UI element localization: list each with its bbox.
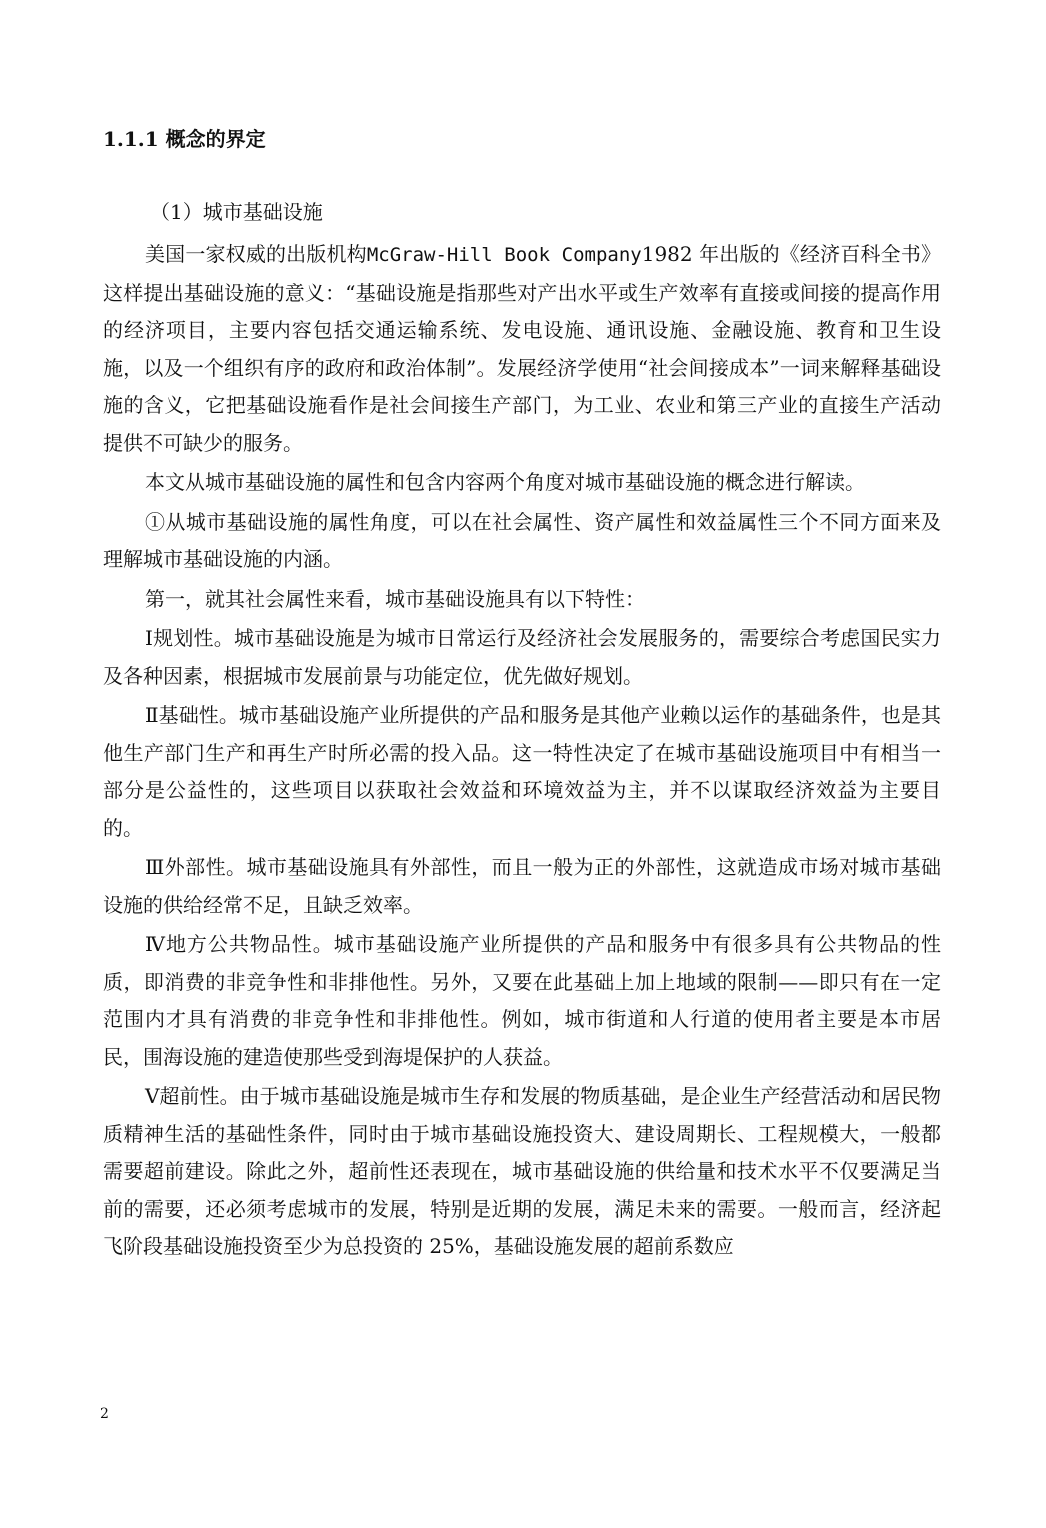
paragraph-approach: 本文从城市基础设施的属性和包含内容两个角度对城市基础设施的概念进行解读。 — [145, 470, 865, 494]
subsection-heading: （1）城市基础设施 — [150, 200, 323, 224]
page-number: 2 — [100, 1406, 109, 1422]
paragraph-foundational: Ⅱ基础性。城市基础设施产业所提供的产品和服务是其他产业赖以运作的基础条件，也是其他生产部门生产和再生产时所必需的投入品。这一特性决定了在城市基础设施项目中有相当一部分是公益性的，这些项目以获取社会效益和环境效益为主，并不以谋取经济效益为主要目的。 — [103, 703, 941, 840]
publisher-name: McGraw-Hill Book Company — [366, 244, 642, 266]
paragraph-encyclopedia-definition — [103, 236, 941, 462]
paragraph-planning: Ⅰ规划性。城市基础设施是为城市日常运行及经济社会发展服务的，需要综合考虑国民实力及各种因素，根据城市发展前景与功能定位，优先做好规划。 — [103, 626, 941, 688]
paragraph-text: 美国一家权威的出版机构 — [145, 242, 367, 266]
paragraph-attribute-angle: ①从城市基础设施的属性角度，可以在社会属性、资产属性和效益属性三个不同方面来及理解城市基础设施的内涵。 — [103, 509, 941, 571]
paragraph-text: 1982 年出版的《经济百科全书》这样提出基础设施的意义：“基础设施是指那些对产出水平或生产效率有直接或间接的提高作用的经济项目，主要内容包括交通运输系统、发电设施、通讯设施、金融设施、教育和卫生设施，以及一个组织有序的政府和政治体制”。发展经济学使用“社会间接成本”一词来解释基础设施的含义，它把基础设施看作是社会间接生产部门，为工业、农业和第三产业的直接生产活动提供不可缺少的服务。 — [103, 242, 941, 455]
paragraph-externality: Ⅲ外部性。城市基础设施具有外部性，而且一般为正的外部性，这就造成市场对城市基础设施的供给经常不足，且缺乏效率。 — [103, 855, 941, 917]
paragraph-social-attribute: 第一，就其社会属性来看，城市基础设施具有以下特性： — [145, 586, 645, 611]
body-text — [103, 236, 941, 1268]
section-heading: 1.1.1 概念的界定 — [103, 127, 266, 151]
paragraph-local-public-good: Ⅳ地方公共物品性。城市基础设施产业所提供的产品和服务中有很多具有公共物品的性质，即消费的非竞争性和非排他性。另外，又要在此基础上加上地域的限制——即只有在一定范围内才具有消费的非竞争性和非排他性。例如，城市街道和人行道的使用者主要是本市居民，围海设施的建造使那些受到海堤保护的人获益。 — [103, 932, 941, 1069]
paragraph-advance: Ⅴ超前性。由于城市基础设施是城市生存和发展的物质基础，是企业生产经营活动和居民物质精神生活的基础性条件，同时由于城市基础设施投资大、建设周期长、工程规模大，一般都需要超前建设。除此之外，超前性还表现在，城市基础设施的供给量和技术水平不仅要满足当前的需要，还必须考虑城市的发展，特别是近期的发展，满足未来的需要。一般而言，经济起飞阶段基础设施投资至少为总投资的 25%，基础设施发展的超前系数应 — [103, 1084, 941, 1258]
